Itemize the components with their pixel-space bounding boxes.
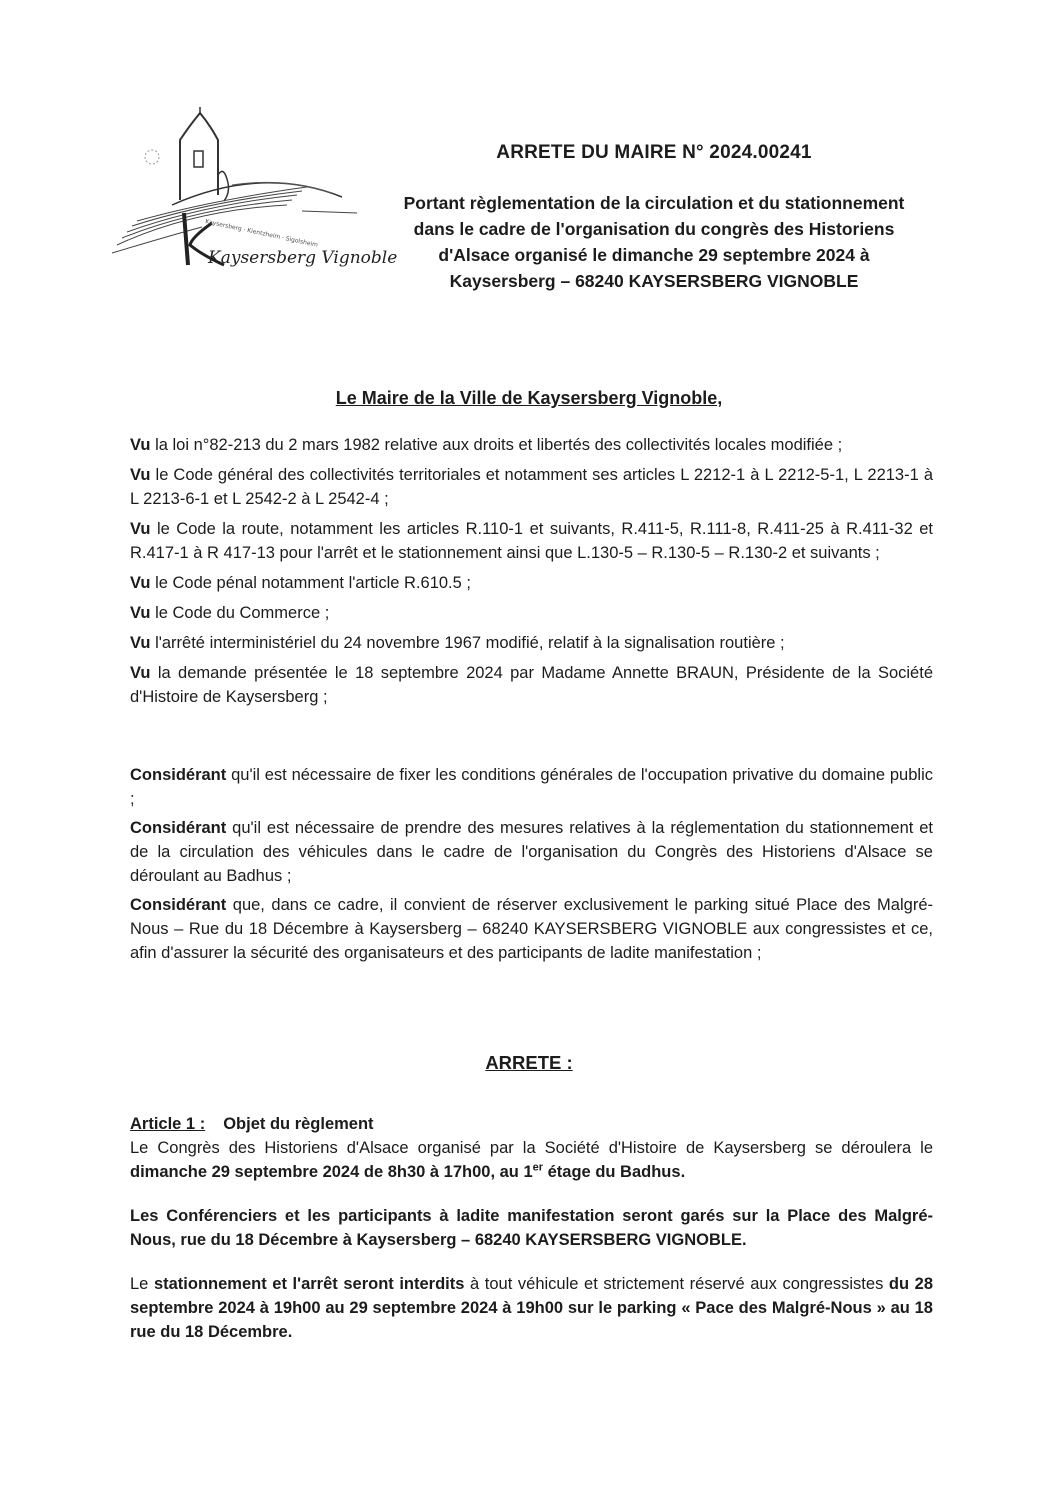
subtitle-line: Portant règlementation de la circulation et du stationnement [403,193,905,213]
visa-paragraph: Vu la loi n°82-213 du 2 mars 1982 relative aux droits et libertés des collectivités locales modifiée ; [130,436,843,454]
visa-paragraph: Vu le Code général des collectivités territoriales et notamment ses articles L 2212-1 à L 2212-5-1, L 2213-1 à L 2213-6-1 et L 2542-2 à L 2542-4 ; [130,466,933,508]
considerants-section [130,763,933,970]
considerant-paragraph: Considérant qu'il est nécessaire de fixer les conditions générales de l'occupation privative du domaine public ; [130,766,933,808]
mayor-heading: Le Maire de la Ville de Kaysersberg Vignoble, [335,388,723,408]
article-1 [130,1112,933,1344]
logo [112,105,398,280]
article-paragraph: Le Congrès des Historiens d'Alsace organisé par la Société d'Histoire de Kaysersberg se déroulera le dimanche 29 septembre 2024 de 8h30 à 17h00, au 1er étage du Badhus. [130,1139,933,1181]
svg-text:Kaysersberg Vignoble: Kaysersberg Vignoble [208,248,398,268]
visa-paragraph: Vu la demande présentée le 18 septembre 2024 par Madame Annette BRAUN, Présidente de la Société d'Histoire de Kaysersberg ; [130,664,933,706]
article-paragraph: Les Conférenciers et les participants à ladite manifestation seront garés sur la Place des Malgré-Nous, rue du 18 Décembre à Kaysersberg – 68240 KAYSERSBERG VIGNOBLE. [130,1207,933,1249]
subtitle-line: dans le cadre de l'organisation du congrès des Historiens [413,219,895,239]
title-block [378,142,930,294]
church-tower-vineyard-logo [112,105,398,280]
arrete-heading: ARRETE : [485,1052,573,1073]
visa-paragraph: Vu le Code la route, notamment les articles R.110-1 et suivants, R.411-5, R.111-8, R.411-25 à R.411-32 et R.417-1 à R 417-13 pour l'arrêt et le stationnement ainsi que L.130-5 – R.130-5 – R.130-2 et suivants ; [130,520,933,562]
visa-paragraph: Vu l'arrêté interministériel du 24 novembre 1967 modifié, relatif à la signalisation routière ; [130,634,785,652]
svg-text:Kaysersberg · Kientzheim · Sig: Kaysersberg · Kientzheim · Sigolsheim [204,218,319,249]
considerant-paragraph: Considérant que, dans ce cadre, il convient de réserver exclusivement le parking situé Place des Malgré-Nous – Rue du 18 Décembre à Kaysersberg – 68240 KAYSERSBERG VIGNOBLE aux congressistes et ce, afin d'assurer la sécurité des organisateurs et des participants de ladite manifestation ; [130,896,933,962]
subtitle-line: d'Alsace organisé le dimanche 29 septembre 2024 à [438,245,870,265]
article-paragraph: Le stationnement et l'arrêt seront interdits à tout véhicule et strictement réservé aux congressistes du 28 septembre 2024 à 19h00 au 29 septembre 2024 à 19h00 sur le parking « Pace des Malgré-Nous » au 18 rue du 18 Décembre. [130,1275,934,1341]
visas-section [130,433,933,715]
article-title: Objet du règlement [223,1115,374,1133]
arrete-number-title: ARRETE DU MAIRE N° 2024.00241 [496,142,812,163]
article-number: Article 1 : [130,1115,206,1133]
visa-paragraph: Vu le Code pénal notamment l'article R.610.5 ; [130,574,471,592]
article-heading [130,1112,933,1136]
visa-paragraph: Vu le Code du Commerce ; [130,604,330,622]
considerant-paragraph: Considérant qu'il est nécessaire de prendre des mesures relatives à la réglementation du stationnement et de la circulation des véhicules dans le cadre de l'organisation du Congrès des Historiens d'Alsace se déroulant au Badhus ; [130,819,933,885]
subtitle-line: Kaysersberg – 68240 KAYSERSBERG VIGNOBLE [449,271,859,291]
